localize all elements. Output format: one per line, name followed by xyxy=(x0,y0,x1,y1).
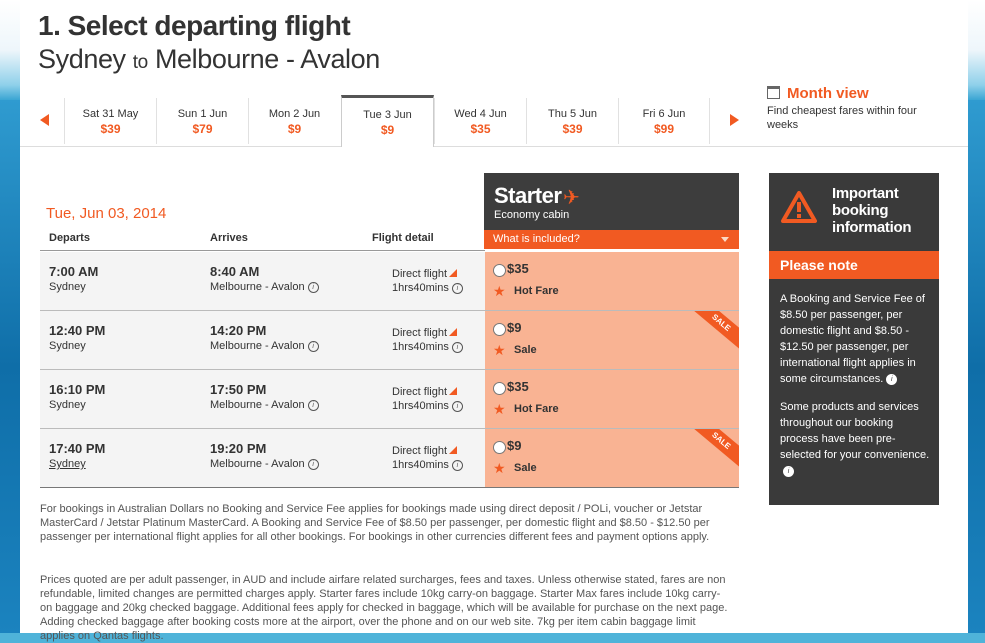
info-icon[interactable]: i xyxy=(783,466,794,477)
fare-cabin: Economy cabin xyxy=(494,209,570,221)
flight-type: Direct flight xyxy=(392,445,448,457)
destination-city: Melbourne - Avalon xyxy=(154,44,380,74)
whats-included-dropdown[interactable] xyxy=(484,230,739,249)
flight-type-group[interactable] xyxy=(392,268,457,280)
fare-radio[interactable] xyxy=(493,264,506,277)
info-icon[interactable]: i xyxy=(308,400,319,411)
fare-price: $9 xyxy=(507,320,522,335)
departure-time: 7:00 AM xyxy=(49,264,99,279)
arrival-time: 19:20 PM xyxy=(210,441,267,456)
date-tab-price: $79 xyxy=(192,122,213,136)
arrival-city: Melbourne - Avalon xyxy=(210,340,305,352)
date-tab[interactable] xyxy=(248,98,340,144)
whats-included-label: What is included? xyxy=(493,233,580,245)
sale-ribbon: SALE xyxy=(684,311,739,356)
month-view-description: Find cheapest fares within four weeks xyxy=(767,105,917,131)
departure-city: Sydney xyxy=(49,340,86,352)
fare-option-cell[interactable] xyxy=(485,429,739,487)
arrival-city-group xyxy=(210,281,319,293)
departure-time: 12:40 PM xyxy=(49,323,106,338)
flight-type: Direct flight xyxy=(392,268,448,280)
info-icon[interactable]: i xyxy=(452,283,463,294)
arrival-time: 8:40 AM xyxy=(210,264,260,279)
page-title: 1. Select departing flight xyxy=(38,10,351,41)
previous-dates-arrow-icon[interactable] xyxy=(40,114,49,126)
date-tab-day: Tue 3 Jun xyxy=(363,109,412,121)
info-icon[interactable]: i xyxy=(308,282,319,293)
flight-type: Direct flight xyxy=(392,327,448,339)
fare-type: Sale xyxy=(514,462,537,474)
fare-radio[interactable] xyxy=(493,323,506,336)
date-tab-day: Wed 4 Jun xyxy=(454,108,507,120)
date-tab-price: $39 xyxy=(100,122,121,136)
content-sheet xyxy=(20,0,968,642)
sale-ribbon: SALE xyxy=(684,429,739,474)
please-note-label: Please note xyxy=(780,257,858,273)
important-info-panel xyxy=(769,173,939,505)
date-tab-selected[interactable] xyxy=(341,95,434,147)
direct-flight-icon xyxy=(449,446,457,454)
route-heading xyxy=(38,44,380,75)
date-tab-price: $99 xyxy=(653,122,675,136)
flight-type-group[interactable] xyxy=(392,445,457,457)
info-icon[interactable]: i xyxy=(308,341,319,352)
month-view-link[interactable]: Month view xyxy=(787,85,869,102)
route-to: to xyxy=(132,52,148,73)
panel-preselect-text: Some products and services throughout our booking process have been pre-selected for your convenience. xyxy=(780,401,930,461)
calendar-icon[interactable] xyxy=(767,86,780,99)
star-icon: ★ xyxy=(493,342,506,358)
flight-duration: 1hrs40mins xyxy=(392,282,449,294)
fare-option-cell[interactable] xyxy=(485,370,739,428)
direct-flight-icon xyxy=(449,269,457,277)
flight-duration-group xyxy=(392,341,463,353)
flight-row xyxy=(40,429,739,488)
arrival-city: Melbourne - Avalon xyxy=(210,399,305,411)
flight-duration-group xyxy=(392,459,463,471)
arrival-city-group xyxy=(210,458,319,470)
fare-column-header xyxy=(484,173,739,249)
arrival-time: 14:20 PM xyxy=(210,323,267,338)
flight-type-group[interactable] xyxy=(392,386,457,398)
flight-details-cell xyxy=(40,252,485,310)
date-tab-price: $39 xyxy=(562,122,583,136)
plane-icon: ✈ xyxy=(563,187,580,209)
next-dates-arrow-icon[interactable] xyxy=(730,114,739,126)
info-icon[interactable]: i xyxy=(452,342,463,353)
flight-row xyxy=(40,311,739,370)
date-tab-day: Sat 31 May xyxy=(82,108,139,120)
booking-fee-note: For bookings in Australian Dollars no Booking and Service Fee applies for bookings made using direct deposit / POLi, voucher or Jetstar MasterCard / Jetstar Platinum MasterCard. A Booking and Service Fee of $8.50 per passenger, per domestic flight and $8.50 - $12.50 per passenger per international flight applies for all other bookings. For bookings in other currencies different fees and payment options apply. xyxy=(40,503,710,543)
departure-time: 16:10 PM xyxy=(49,382,106,397)
flight-type-group[interactable] xyxy=(392,327,457,339)
flight-row xyxy=(40,252,739,311)
fare-price: $9 xyxy=(507,438,522,453)
info-icon[interactable]: i xyxy=(452,401,463,412)
date-tab[interactable] xyxy=(156,98,248,144)
info-icon[interactable]: i xyxy=(452,460,463,471)
date-tab-day: Thu 5 Jun xyxy=(548,108,597,120)
info-icon[interactable]: i xyxy=(886,374,897,385)
date-tab[interactable] xyxy=(526,98,618,144)
fare-radio[interactable] xyxy=(493,382,506,395)
warning-icon xyxy=(781,191,817,223)
flight-duration: 1hrs40mins xyxy=(392,400,449,412)
panel-preselect-text-group xyxy=(780,399,932,479)
origin-city: Sydney xyxy=(38,44,126,74)
fare-brand-box xyxy=(484,173,739,230)
star-icon: ★ xyxy=(493,460,506,476)
arrival-city: Melbourne - Avalon xyxy=(210,281,305,293)
arrival-time: 17:50 PM xyxy=(210,382,267,397)
fare-radio[interactable] xyxy=(493,441,506,454)
date-tab-price: $9 xyxy=(287,122,302,136)
chevron-down-icon xyxy=(721,237,729,242)
flight-duration: 1hrs40mins xyxy=(392,341,449,353)
fare-type: Hot Fare xyxy=(514,285,559,297)
date-tab-day: Mon 2 Jun xyxy=(268,108,321,120)
date-tab-price: $35 xyxy=(470,122,491,136)
flight-duration-group xyxy=(392,400,463,412)
flight-details-cell xyxy=(40,311,485,369)
departure-city-link[interactable]: Sydney xyxy=(49,458,86,470)
star-icon: ★ xyxy=(493,401,506,417)
star-icon: ★ xyxy=(493,283,506,299)
date-tab-day: Fri 6 Jun xyxy=(642,108,686,120)
fare-type: Hot Fare xyxy=(514,403,559,415)
date-tab[interactable] xyxy=(64,98,156,144)
fare-option-cell[interactable] xyxy=(485,311,739,369)
departure-time: 17:40 PM xyxy=(49,441,106,456)
fare-option-cell[interactable] xyxy=(485,252,739,310)
flight-duration-group xyxy=(392,282,463,294)
fare-price: $35 xyxy=(507,261,529,276)
column-header-departs: Departs xyxy=(49,232,90,244)
direct-flight-icon xyxy=(449,387,457,395)
departure-city: Sydney xyxy=(49,281,86,293)
departure-city: Sydney xyxy=(49,399,86,411)
arrival-city-group xyxy=(210,340,319,352)
direct-flight-icon xyxy=(449,328,457,336)
flight-duration: 1hrs40mins xyxy=(392,459,449,471)
date-tab-day: Sun 1 Jun xyxy=(177,108,228,120)
price-terms-note: Prices quoted are per adult passenger, in AUD and include airfare related surcharges, fees and taxes. Unless otherwise stated, fares are non refundable, limited changes are permitted charges apply. Starter fares include 10kg carry-on baggage. Starter Max fares include 10kg carry-on baggage and 20kg checked baggage. Additional fees apply for checked in baggage, which will be available for purchase on the next page. Adding checked baggage after booking costs more at the airport, over the phone and on our web site. 7kg per item cabin baggage limit applies on Qantas flights. xyxy=(40,574,728,642)
flight-details-cell xyxy=(40,429,485,487)
column-header-flight-detail: Flight detail xyxy=(372,232,434,244)
arrival-city-group xyxy=(210,399,319,411)
info-icon[interactable]: i xyxy=(308,459,319,470)
fare-type: Sale xyxy=(514,344,537,356)
panel-title: Important booking information xyxy=(832,185,912,236)
panel-fee-text-group xyxy=(780,291,932,387)
date-tab[interactable] xyxy=(618,98,710,144)
flight-row xyxy=(40,370,739,429)
please-note-header xyxy=(769,251,939,279)
column-header-arrives: Arrives xyxy=(210,232,248,244)
flight-details-cell xyxy=(40,370,485,428)
flight-type: Direct flight xyxy=(392,386,448,398)
date-tab[interactable] xyxy=(434,98,526,144)
fare-price: $35 xyxy=(507,379,529,394)
arrival-city: Melbourne - Avalon xyxy=(210,458,305,470)
date-tab-price: $9 xyxy=(380,123,395,137)
panel-fee-text: A Booking and Service Fee of $8.50 per passenger, per domestic flight and $8.50 - $12.50 per passenger, per international flight applies in some circumstances. xyxy=(780,293,925,385)
selected-date: Tue, Jun 03, 2014 xyxy=(46,205,167,222)
fare-brand-name: Starter xyxy=(494,183,562,208)
header-divider xyxy=(40,250,485,251)
